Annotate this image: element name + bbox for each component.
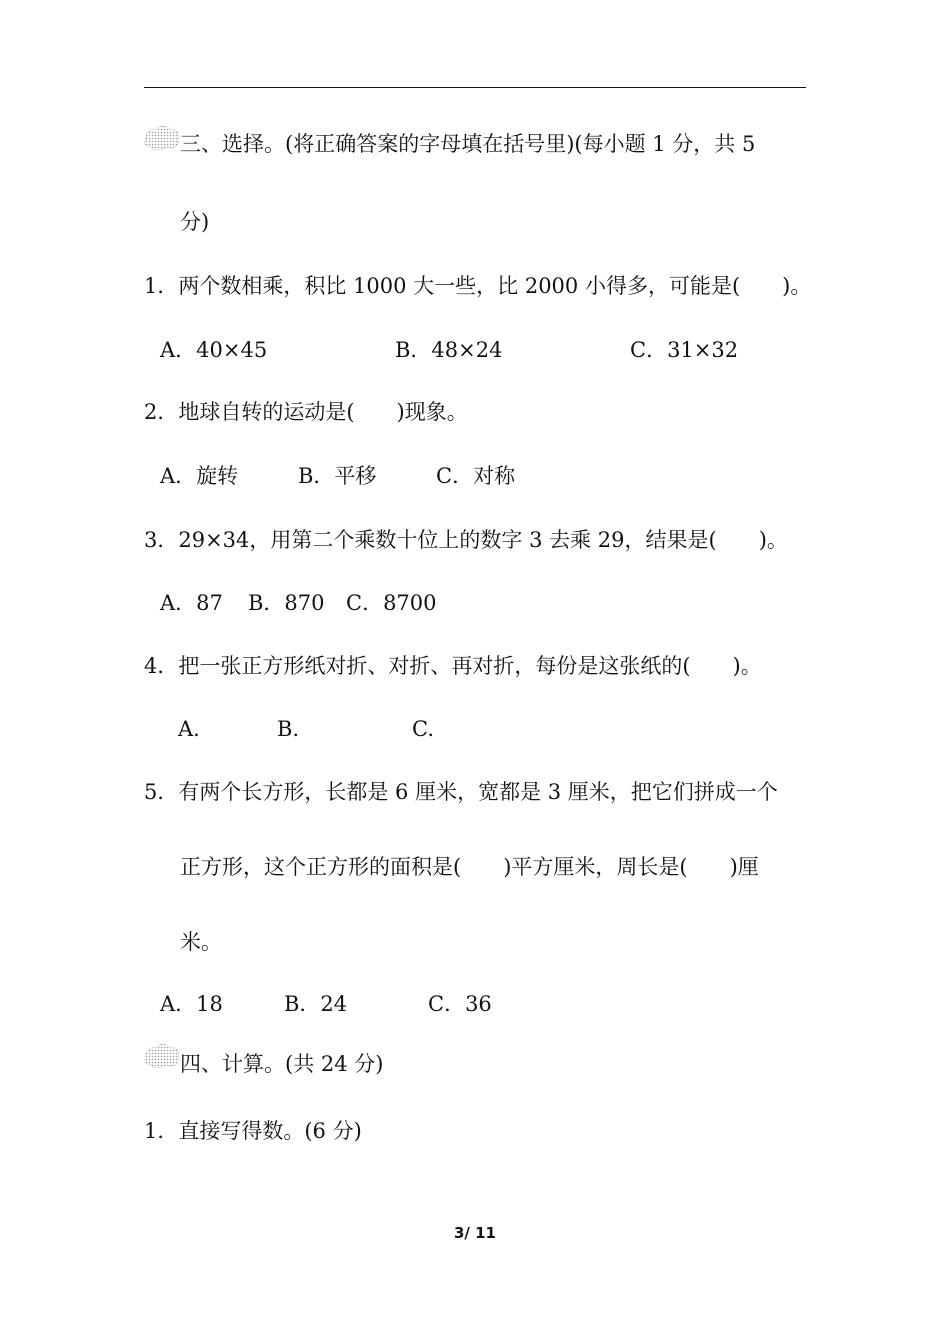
question-5-line2: 正方形，这个正方形的面积是( )平方厘米，周长是( )厘 [180, 855, 759, 879]
q3-option-c: C．8700 [346, 591, 437, 615]
q2-option-c: C．对称 [436, 464, 516, 488]
q4-option-b: B. [277, 717, 300, 741]
section3-title-line1: 三、选择。(将正确答案的字母填在括号里)(每小题 1 分，共 5 [180, 132, 756, 156]
question-3: 3．29×34，用第二个乘数十位上的数字 3 去乘 29，结果是( )。 [144, 528, 788, 552]
q3-option-b: B．870 [248, 591, 325, 615]
q5-option-c: C．36 [428, 992, 492, 1016]
question-4: 4．把一张正方形纸对折、对折、再对折，每份是这张纸的( )。 [144, 654, 762, 678]
q3-option-a: A．87 [160, 591, 223, 615]
dotted-cloud-icon [142, 1040, 182, 1070]
q5-option-b: B．24 [284, 992, 348, 1016]
q5-option-a: A．18 [160, 992, 223, 1016]
question-2: 2．地球自转的运动是( )现象。 [144, 400, 468, 424]
dotted-cloud-icon [142, 122, 182, 152]
question-5-line1: 5．有两个长方形，长都是 6 厘米，宽都是 3 厘米，把它们拼成一个 [144, 780, 778, 804]
q4-option-c: C. [412, 717, 434, 741]
section4-title: 四、计算。(共 24 分) [180, 1052, 384, 1076]
section3-title-line2: 分) [180, 210, 210, 234]
q4-option-a: A. [178, 717, 200, 741]
page-number: 3/ 11 [453, 1224, 496, 1242]
q2-option-b: B．平移 [298, 464, 377, 488]
q2-option-a: A．旋转 [160, 464, 239, 488]
question-1: 1．两个数相乘，积比 1000 大一些，比 2000 小得多，可能是( )。 [144, 274, 812, 298]
q1-option-c: C．31×32 [630, 338, 739, 362]
q1-option-b: B．48×24 [395, 338, 503, 362]
section4-question-1: 1．直接写得数。(6 分) [144, 1119, 362, 1143]
question-5-line3: 米。 [180, 930, 222, 954]
q1-option-a: A．40×45 [160, 338, 268, 362]
header-rule [144, 87, 806, 88]
